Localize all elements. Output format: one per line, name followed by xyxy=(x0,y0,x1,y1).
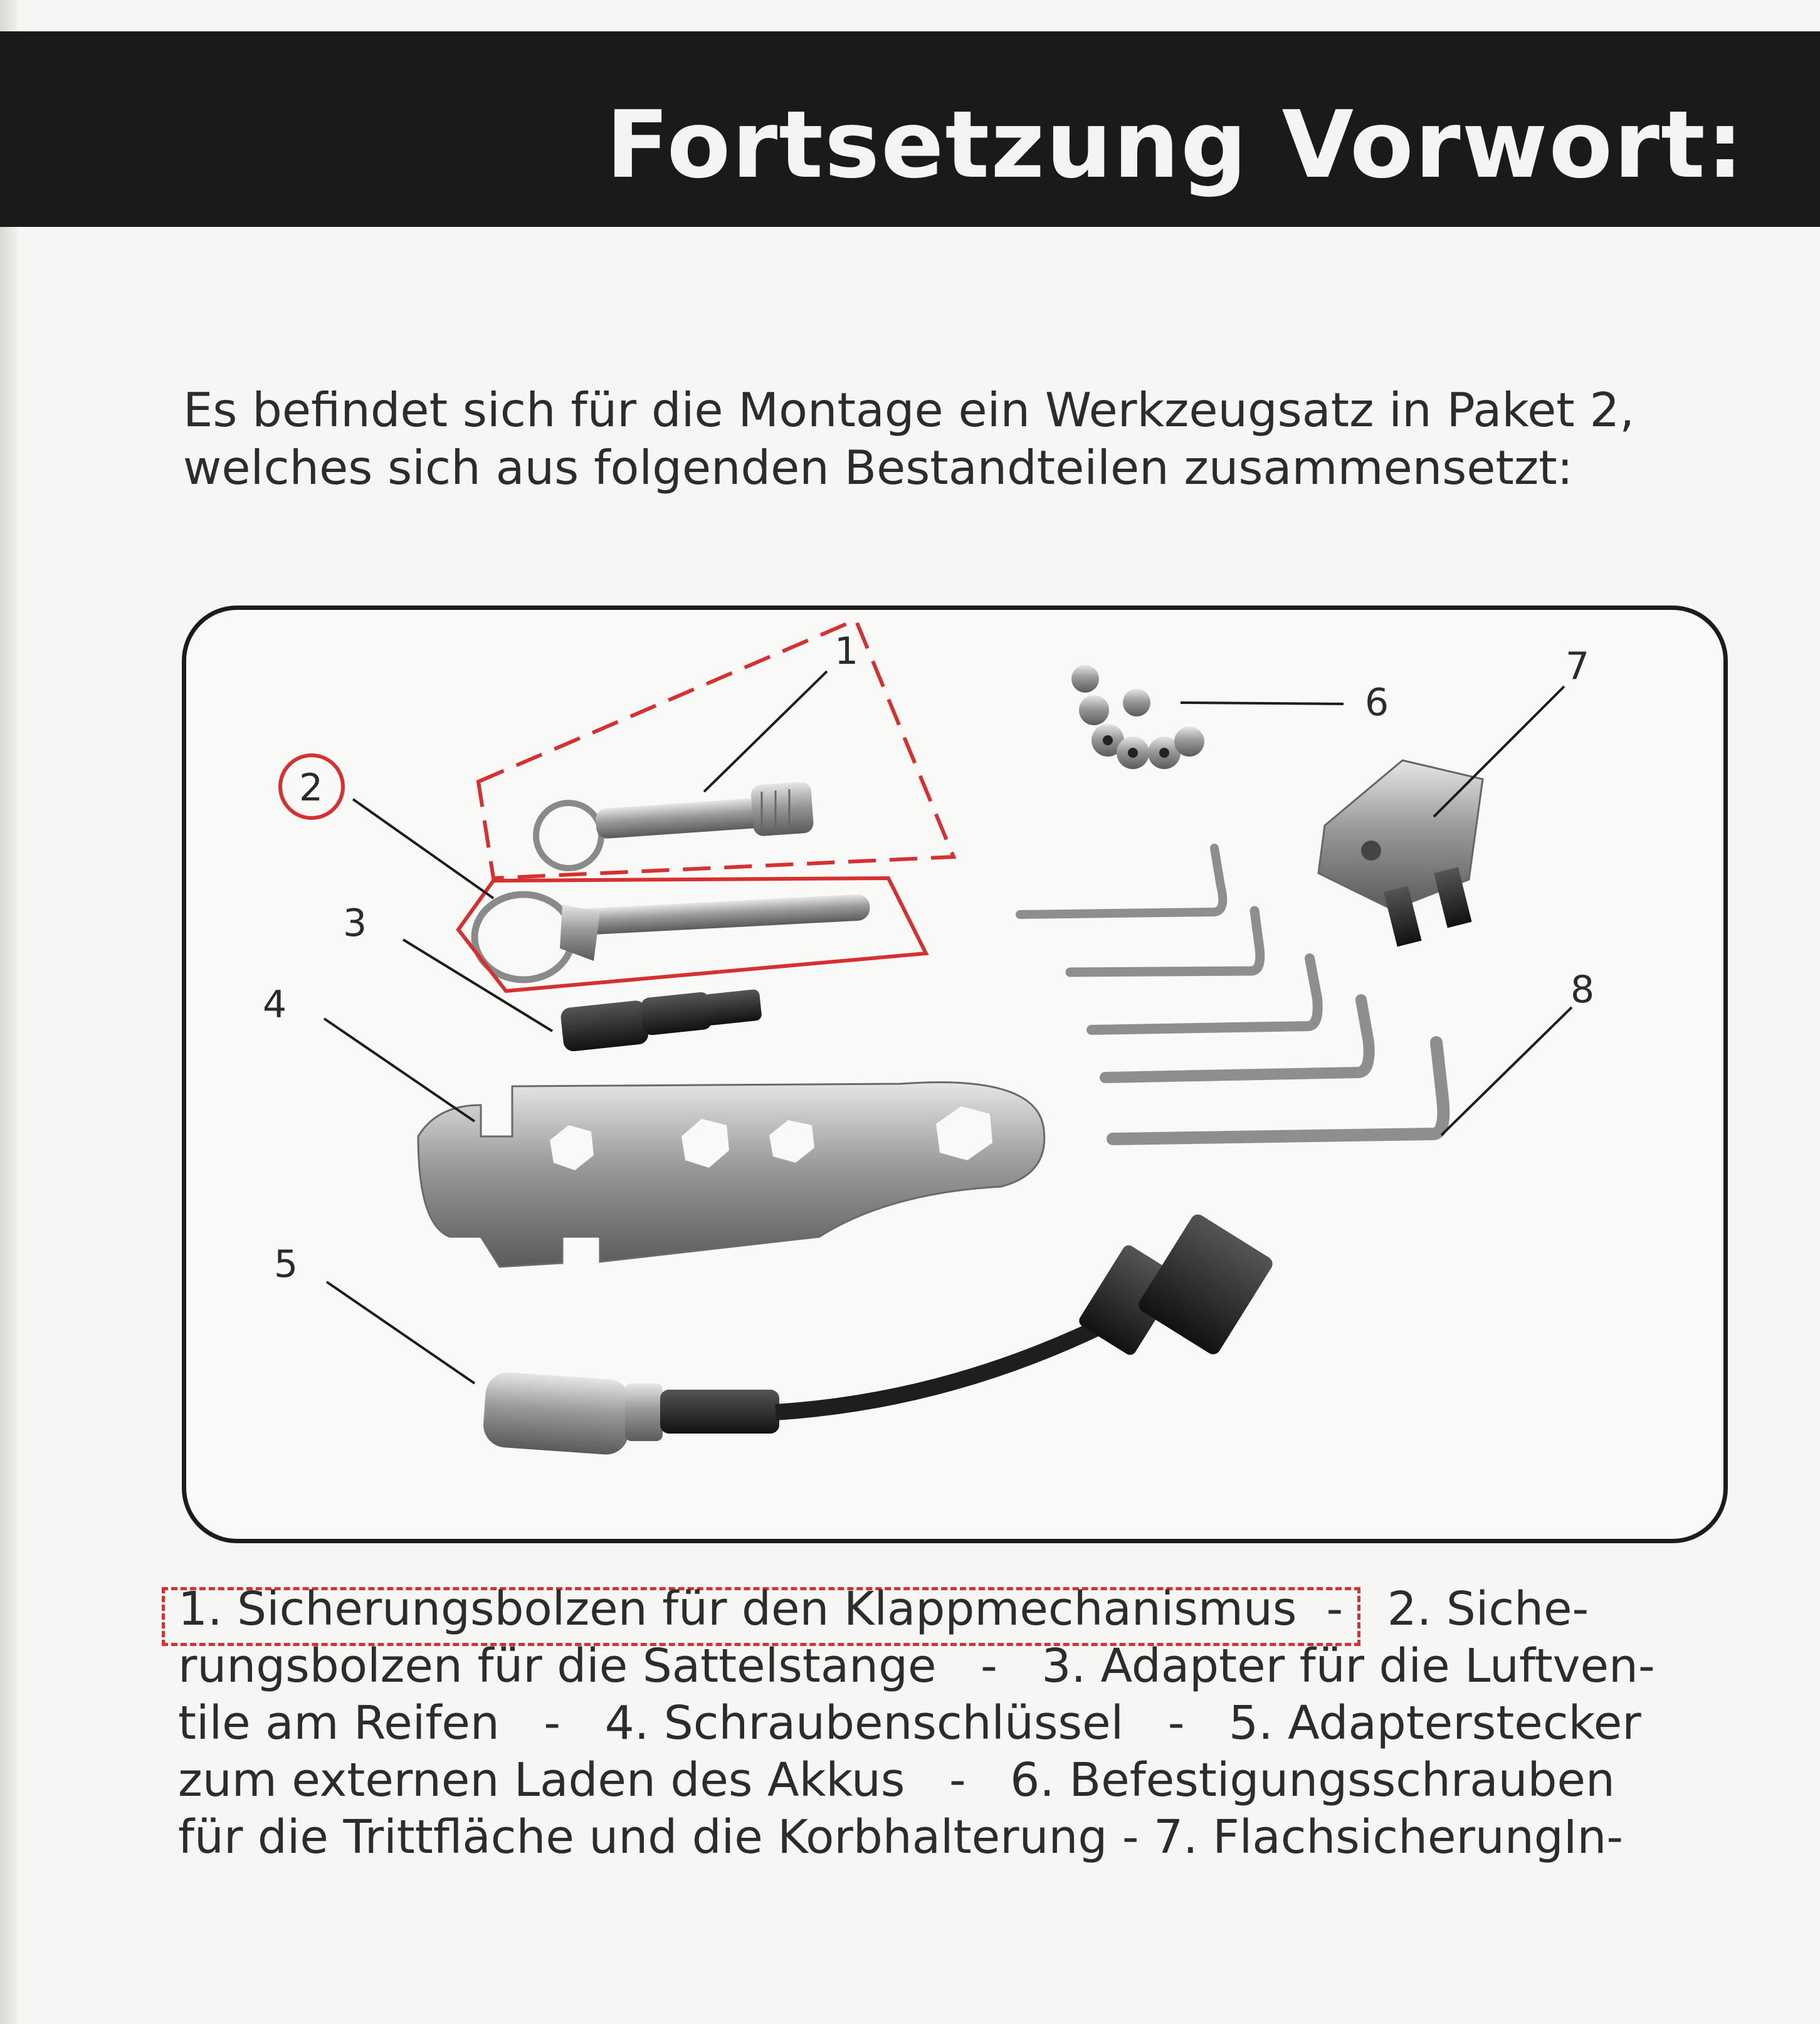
callout-2: 2 xyxy=(299,766,323,810)
callout-5: 5 xyxy=(274,1242,298,1286)
page-title: Fortsetzung Vorwort: xyxy=(606,91,1745,199)
flat-fuse-illustration xyxy=(1318,760,1483,946)
intro-paragraph xyxy=(183,381,1688,496)
caption-line-2: rungsbolzen für die Sattelstange - 3. Adapter für die Luftven- xyxy=(178,1639,1655,1693)
highlight-item-1 xyxy=(478,620,954,878)
bolt-seatpost-illustration xyxy=(475,894,871,980)
callout-3: 3 xyxy=(343,901,367,945)
intro-line-2: welches sich aus folgenden Bestandteilen zusammensetzt: xyxy=(183,440,1573,495)
callout-4: 4 xyxy=(263,983,287,1027)
callout-6: 6 xyxy=(1365,681,1389,725)
wrench-illustration xyxy=(418,1083,1044,1267)
caption-line-1-rest: - 2. Siche- xyxy=(1297,1582,1589,1636)
screws-illustration xyxy=(1071,665,1204,769)
tool-kit-figure xyxy=(182,606,1728,1543)
callout-8: 8 xyxy=(1570,968,1595,1012)
caption-line-1 xyxy=(178,1581,1739,1638)
intro-line-1: Es befindet sich für die Montage ein Werkzeugsatz in Paket 2, xyxy=(183,382,1635,438)
callout-7: 7 xyxy=(1565,644,1590,688)
callout-1: 1 xyxy=(834,629,859,673)
caption-line-4: zum externen Laden des Akkus - 6. Befestigungsschrauben xyxy=(178,1753,1615,1807)
bolt-folding-illustration xyxy=(536,781,814,868)
valve-adapter-illustration xyxy=(560,989,762,1052)
caption-item-1: 1. Sicherungsbolzen für den Klappmechanismus xyxy=(178,1582,1297,1636)
caption-line-5: für die Trittfläche und die Korbhalterung - 7. FlachsicherungIn- xyxy=(178,1810,1624,1864)
caption-paragraph xyxy=(178,1581,1739,1866)
caption-line-3: tile am Reifen - 4. Schraubenschlüssel - 5. Adapterstecker xyxy=(178,1696,1641,1750)
scan-edge xyxy=(0,0,18,2024)
